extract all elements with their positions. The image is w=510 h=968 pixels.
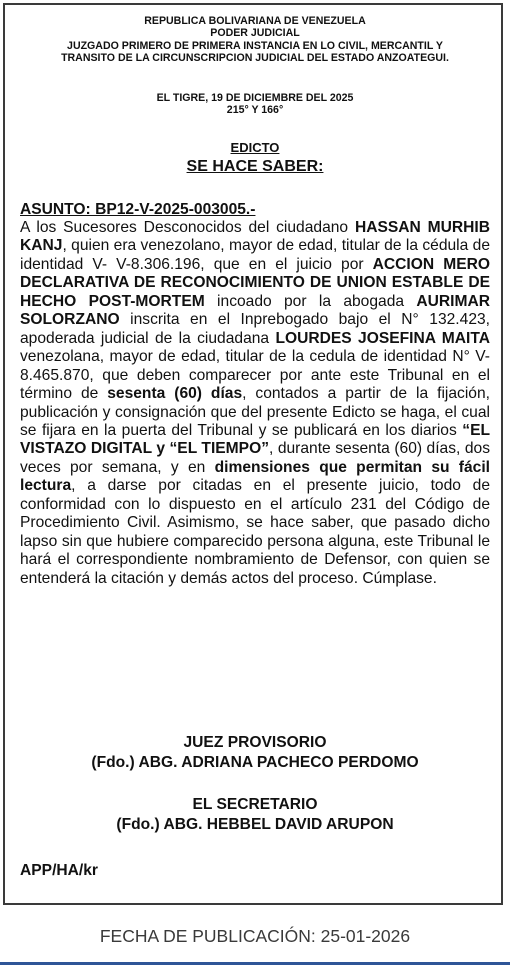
print-dimensions: dimensiones que permitan su fácil lectura (20, 458, 490, 495)
years-reference: 215° Y 166° (226, 104, 284, 117)
body-text: , a darse por citadas en el presente juicio, todo de conformidad con lo dispuesto en el artículo 231 del Código de Procedimiento Civil. Asimismo, se hace saber, que pasado dicho lapso sin que hubiere comparecido persona alguna, este Tribunal le hará el correspondiente nombramiento de Defensor, con quien se entenderá la citación y demás actos del proceso. Cúmplase. (20, 477, 490, 587)
secretary-signature (0, 795, 510, 834)
footer-rule (0, 962, 510, 965)
body-text: , contados a partir de la fijación, publicación y consignación que del presente Edicto se haga, el cual se fijara en la puerta del Tribunal y se publicará en los diarios (20, 385, 490, 439)
notice-body (20, 219, 490, 588)
secretary-title: EL SECRETARIO (192, 796, 318, 813)
newspapers: “EL VISTAZO DIGITAL y “EL TIEMPO” (20, 421, 490, 458)
judge-title: JUEZ PROVISORIO (183, 734, 327, 751)
body-text: A los Sucesores Desconocidos del ciudadano (20, 219, 355, 236)
action-type: ACCION MERO DECLARATIVA DE RECONOCIMIENTO DE UNION ESTABLE DE HECHO POST-MORTEM (20, 255, 491, 310)
body-text: venezolana, mayor de edad, titular de la cedula de identidad N° V-8.465.870, que deben comparecer por ante este Tribunal en el término de (20, 348, 490, 403)
dateline (0, 92, 510, 117)
attorney-name: AURIMAR SOLORZANO (20, 292, 491, 329)
body-text: incoado por la abogada (204, 292, 417, 310)
header-line-jurisdiction: TRANSITO DE LA CIRCUNSCRIPCION JUDICIAL DEL ESTADO ANZOATEGUI. (61, 51, 449, 64)
date-place: EL TIGRE, 19 DE DICIEMBRE DEL 2025 (156, 92, 354, 104)
deceased-name: HASSAN MURHIB KANJ (20, 219, 490, 255)
reference-initials: APP/HA/kr (20, 862, 98, 879)
notice-heading: SE HACE SABER: (186, 158, 324, 175)
document-type: EDICTO (230, 140, 280, 155)
secretary-name: (Fdo.) ABG. HEBBEL DAVID ARUPON (116, 815, 394, 833)
judge-signature (0, 733, 510, 772)
plaintiff-name: LOURDES JOSEFINA MAITA (275, 329, 490, 347)
body-text: , durante sesenta (60) días, dos veces por semana, y en (20, 440, 490, 476)
judge-name: (Fdo.) ABG. ADRIANA PACHECO PERDOMO (91, 753, 419, 771)
term-days: sesenta (60) días (107, 385, 243, 403)
court-header (0, 15, 510, 64)
publication-date: FECHA DE PUBLICACIÓN: 25-01-2026 (99, 926, 411, 946)
header-line-court: JUZGADO PRIMERO DE PRIMERA INSTANCIA EN LO CIVIL, MERCANTIL Y (67, 39, 443, 52)
case-number: ASUNTO: BP12-V-2025-003005.- (20, 201, 256, 218)
body-text: inscrita en el Inprebogado bajo el N° 132.423, apoderada judicial de la ciudadana (20, 311, 490, 347)
header-line-republic: REPUBLICA BOLIVARIANA DE VENEZUELA (144, 15, 366, 27)
header-line-judicial-power: PODER JUDICIAL (210, 27, 300, 40)
body-text: , quien era venezolano, mayor de edad, titular de la cédula de identidad V- V-8.306.196, que en el juicio por (20, 237, 490, 273)
